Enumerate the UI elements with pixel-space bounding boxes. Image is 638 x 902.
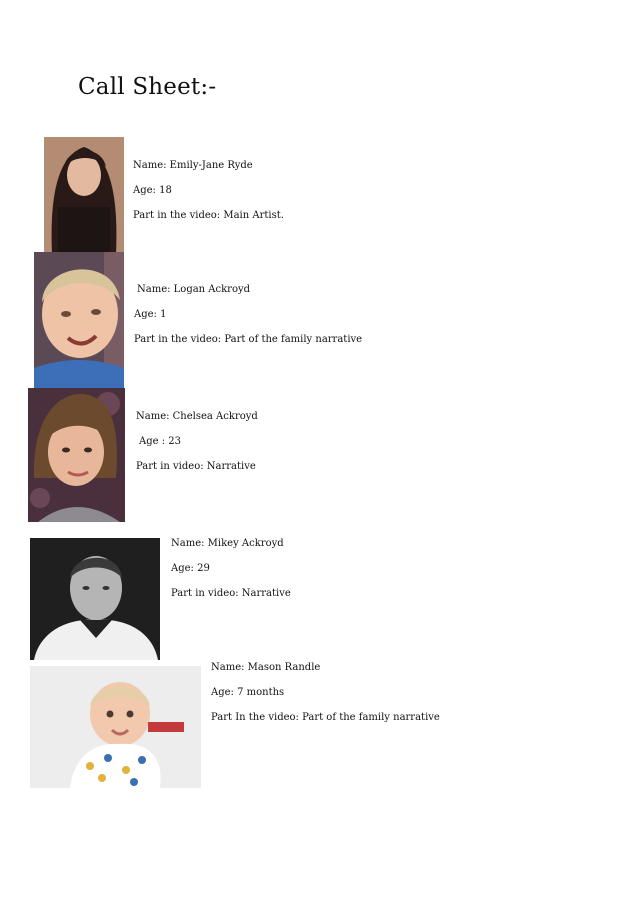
cast-name: Name: Emily-Jane Ryde xyxy=(133,160,253,171)
person-photo-icon xyxy=(30,538,160,660)
cast-info-mikey xyxy=(171,531,291,606)
cast-info-mason xyxy=(211,655,440,730)
cast-name: Name: Logan Ackroyd xyxy=(137,284,251,295)
person-photo-icon xyxy=(28,388,125,522)
cast-info-chelsea xyxy=(136,404,258,479)
cast-age: Age: 18 xyxy=(133,185,172,196)
person-photo-icon xyxy=(44,137,124,254)
cast-photo-emily-jane xyxy=(44,137,124,254)
cast-info-logan xyxy=(134,277,362,352)
cast-part: Part in video: Narrative xyxy=(171,588,291,599)
cast-info-emily-jane xyxy=(133,153,284,228)
cast-name: Name: Mikey Ackroyd xyxy=(171,538,284,549)
cast-age: Age: 1 xyxy=(134,309,167,320)
cast-part: Part In the video: Part of the family narrative xyxy=(211,712,440,723)
cast-photo-mikey xyxy=(30,538,160,660)
page-title: Call Sheet:- xyxy=(78,74,217,100)
cast-name: Name: Chelsea Ackroyd xyxy=(136,411,258,422)
cast-age: Age : 23 xyxy=(139,436,181,447)
cast-name: Name: Mason Randle xyxy=(211,662,321,673)
cast-age: Age: 29 xyxy=(171,563,210,574)
cast-part: Part in the video: Main Artist. xyxy=(133,210,284,221)
cast-age: Age: 7 months xyxy=(211,687,285,698)
cast-photo-chelsea xyxy=(28,388,125,522)
cast-part: Part in video: Narrative xyxy=(136,461,256,472)
cast-part: Part in the video: Part of the family narrative xyxy=(134,334,363,345)
person-photo-icon xyxy=(34,252,124,388)
person-photo-icon xyxy=(30,666,201,788)
cast-photo-mason xyxy=(30,666,201,788)
cast-photo-logan xyxy=(34,252,124,388)
